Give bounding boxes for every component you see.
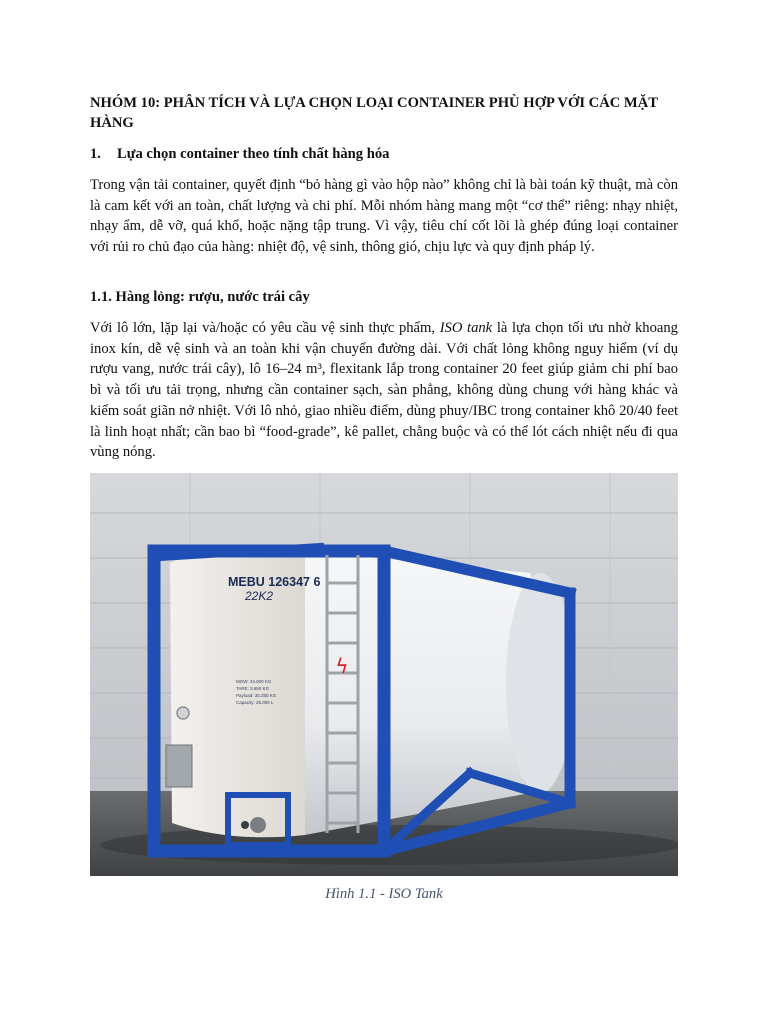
tank-code: 22K2 (245, 589, 274, 603)
section-1-number: 1. (90, 146, 101, 162)
section-1-paragraph: Trong vận tải container, quyết định “bỏ hàng gì vào hộp nào” không chỉ là bài toán kỹ thuật, mà còn là cam kết với an toàn, chất lượng và chi phí. Mỗi nhóm hàng mang một “cơ thể” riêng: nhạy nhiệt, nhạy ẩm, dễ vỡ, quá khổ, hoặc nặng tập trung. Vì vậy, tiêu chí cốt lõi là ghép đúng loại container với rủi ro chủ đạo của hàng: nhiệt độ, vệ sinh, thông gió, chịu lực và quy định pháp lý. (90, 177, 678, 256)
document-holder (166, 745, 192, 787)
tank-far-end (506, 573, 574, 793)
section-1-heading (90, 144, 389, 164)
section-1-heading-text: Lựa chọn container theo tính chất hàng hóa (117, 146, 390, 162)
paragraph-start: Với lô lớn, lặp lại và/hoặc có yêu cầu vệ sinh thực phẩm, (90, 320, 440, 336)
iso-tank-photo (90, 473, 678, 876)
hazard-mark: ϟ (335, 654, 349, 678)
figure-caption: Hình 1.1 - ISO Tank (325, 886, 443, 902)
plate-line-2: TARE: 3.650 KG (236, 686, 270, 691)
tank-id: MEBU 126347 6 (228, 575, 321, 589)
document-title: NHÓM 10: PHÂN TÍCH VÀ LỰA CHỌN LOẠI CONTAINER PHÙ HỢP VỚI CÁC MẶT HÀNG (90, 95, 658, 131)
section-1-1-paragraph (90, 318, 678, 463)
plate-line-3: Payload: 30.350 KG (236, 693, 277, 698)
section-1-1-heading: 1.1. Hàng lỏng: rượu, nước trái cây (90, 289, 310, 305)
paragraph-end: là lựa chọn tối ưu nhờ khoang inox kín, dễ vệ sinh và an toàn khi vận chuyển đường dài. Với chất lỏng không nguy hiểm (ví dụ rượu vang, nước trái cây), lô 16–24 m³, flexitank lắp trong container 20 feet giúp giảm chi phí bao bì và tối ưu tải trọng, nhưng cần container sạch, sàn phẳng, không dùng chung với hàng khác và kiểm soát giãn nở nhiệt. Với lô nhỏ, giao nhiều điểm, dùng phuy/IBC trong container khô 20/40 feet là linh hoạt nhất; cần bao bì “food-grade”, kê pallet, chằng buộc và có thể lót cách nhiệt nếu đi qua vùng nóng. (90, 320, 678, 461)
paragraph-italic-term: ISO tank (439, 320, 493, 336)
plate-line-4: Capacity: 25.000 L (236, 700, 274, 705)
valve-port (177, 707, 189, 719)
iso-tank-illustration (90, 473, 678, 876)
plate-line-1: MGW: 34.000 KG (236, 679, 272, 684)
